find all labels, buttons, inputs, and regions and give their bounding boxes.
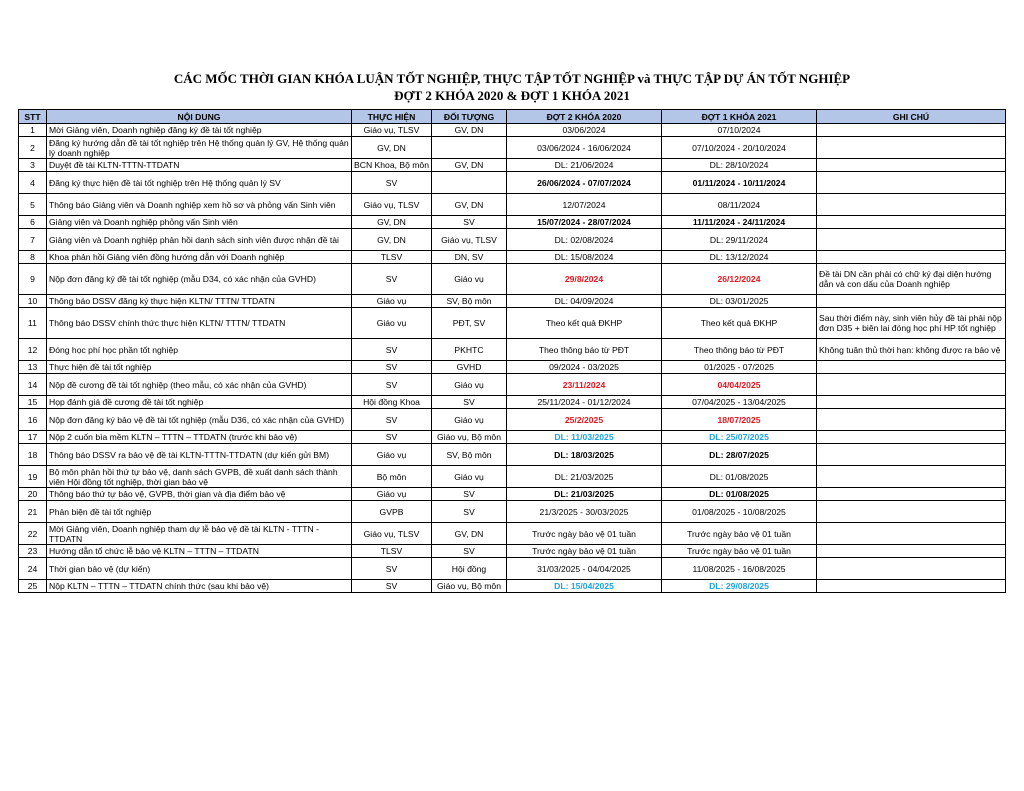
row-date-2021: DL: 25/07/2025 xyxy=(662,431,817,444)
row-target: GV, DN xyxy=(432,124,507,137)
row-date-2021: 08/11/2024 xyxy=(662,194,817,216)
row-executor: SV xyxy=(352,409,432,431)
row-date-2020: 21/3/2025 - 30/03/2025 xyxy=(507,501,662,523)
document-title xyxy=(0,70,1024,104)
row-note xyxy=(817,409,1006,431)
row-date-2021: 26/12/2024 xyxy=(662,264,817,295)
row-executor: GV, DN xyxy=(352,137,432,159)
row-executor: Giáo vụ xyxy=(352,308,432,339)
row-date-2021: Trước ngày bảo vệ 01 tuần xyxy=(662,545,817,558)
table-row xyxy=(19,172,1006,194)
row-executor: SV xyxy=(352,580,432,593)
row-content: Thông báo thứ tự bảo vệ, GVPB, thời gian và địa điểm bảo vệ xyxy=(47,488,352,501)
row-content: Nộp đơn đăng ký bảo vệ đề tài tốt nghiệp (mẫu D36, có xác nhận của GVHD) xyxy=(47,409,352,431)
row-target: SV xyxy=(432,501,507,523)
row-content: Phản biện đề tài tốt nghiệp xyxy=(47,501,352,523)
row-date-2021: DL: 28/10/2024 xyxy=(662,159,817,172)
row-target: GV, DN xyxy=(432,523,507,545)
header-target: ĐỐI TƯỢNG xyxy=(432,110,507,124)
row-note xyxy=(817,545,1006,558)
row-content: Thực hiện đề tài tốt nghiệp xyxy=(47,361,352,374)
row-note xyxy=(817,431,1006,444)
table-row xyxy=(19,488,1006,501)
row-executor: BCN Khoa, Bộ môn xyxy=(352,159,432,172)
row-target: GV, DN xyxy=(432,194,507,216)
table-row xyxy=(19,545,1006,558)
row-content: Nộp đề cương đề tài tốt nghiệp (theo mẫu, có xác nhận của GVHD) xyxy=(47,374,352,396)
row-target: Hội đồng xyxy=(432,558,507,580)
row-executor: SV xyxy=(352,339,432,361)
row-target: SV xyxy=(432,488,507,501)
row-number: 12 xyxy=(19,339,47,361)
row-executor: TLSV xyxy=(352,545,432,558)
row-date-2020: 12/07/2024 xyxy=(507,194,662,216)
row-executor: Giáo vụ, TLSV xyxy=(352,124,432,137)
row-content: Đăng ký thực hiện đề tài tốt nghiệp trên Hệ thống quản lý SV xyxy=(47,172,352,194)
row-note xyxy=(817,229,1006,251)
row-content: Đóng học phí học phần tốt nghiệp xyxy=(47,339,352,361)
row-note xyxy=(817,501,1006,523)
row-date-2020: 29/8/2024 xyxy=(507,264,662,295)
table-row xyxy=(19,251,1006,264)
row-executor: SV xyxy=(352,558,432,580)
row-note xyxy=(817,194,1006,216)
row-note: Đề tài DN cần phải có chữ ký đại diện hướng dẫn và con dấu của Doanh nghiệp xyxy=(817,264,1006,295)
row-content: Nộp đơn đăng ký đề tài tốt nghiệp (mẫu D34, có xác nhận của GVHD) xyxy=(47,264,352,295)
table-row xyxy=(19,295,1006,308)
row-date-2021: Theo thông báo từ PĐT xyxy=(662,339,817,361)
row-executor: Giáo vụ, TLSV xyxy=(352,523,432,545)
row-number: 16 xyxy=(19,409,47,431)
row-date-2021: Theo kết quả ĐKHP xyxy=(662,308,817,339)
table-row xyxy=(19,124,1006,137)
row-content: Giảng viên và Doanh nghiệp phản hồi danh sách sinh viên được nhận đề tài xyxy=(47,229,352,251)
table-row xyxy=(19,374,1006,396)
row-executor: Giáo vụ, TLSV xyxy=(352,194,432,216)
table-row xyxy=(19,466,1006,488)
row-content: Nộp KLTN – TTTN – TTDATN chính thức (sau khi bảo vệ) xyxy=(47,580,352,593)
row-target xyxy=(432,172,507,194)
row-content: Đăng ký hướng dẫn đề tài tốt nghiệp trên Hệ thống quản lý GV, Hệ thống quản lý doanh nghiệp xyxy=(47,137,352,159)
row-content: Duyệt đề tài KLTN-TTTN-TTDATN xyxy=(47,159,352,172)
row-number: 21 xyxy=(19,501,47,523)
row-executor: Giáo vụ xyxy=(352,444,432,466)
row-number: 2 xyxy=(19,137,47,159)
table-row xyxy=(19,229,1006,251)
row-executor: GV, DN xyxy=(352,216,432,229)
row-number: 13 xyxy=(19,361,47,374)
row-target: GVHD xyxy=(432,361,507,374)
row-target: SV xyxy=(432,216,507,229)
table-row xyxy=(19,396,1006,409)
row-date-2021: DL: 13/12/2024 xyxy=(662,251,817,264)
row-content: Nộp 2 cuốn bìa mềm KLTN – TTTN – TTDATN (trước khi bảo vệ) xyxy=(47,431,352,444)
row-note: Không tuân thủ thời hạn: không được ra bảo vệ xyxy=(817,339,1006,361)
header-batch-2021: ĐỢT 1 KHÓA 2021 xyxy=(662,110,817,124)
row-note xyxy=(817,488,1006,501)
row-target: DN, SV xyxy=(432,251,507,264)
row-content: Thông báo DSSV ra bảo vệ đề tài KLTN-TTTN-TTDATN (dự kiến gửi BM) xyxy=(47,444,352,466)
row-number: 7 xyxy=(19,229,47,251)
table-row xyxy=(19,159,1006,172)
table-row xyxy=(19,580,1006,593)
table-row xyxy=(19,501,1006,523)
table-row xyxy=(19,308,1006,339)
row-content: Họp đánh giá đề cương đề tài tốt nghiệp xyxy=(47,396,352,409)
row-target xyxy=(432,137,507,159)
row-content: Bộ môn phản hồi thứ tự bảo vệ, danh sách GVPB, đề xuất danh sách thành viên Hội đồng tốt nghiệp, thời gian bảo vệ xyxy=(47,466,352,488)
title-line-2: ĐỢT 2 KHÓA 2020 & ĐỢT 1 KHÓA 2021 xyxy=(394,88,630,103)
row-number: 19 xyxy=(19,466,47,488)
row-executor: Hội đồng Khoa xyxy=(352,396,432,409)
table-row xyxy=(19,558,1006,580)
row-date-2020: 25/11/2024 - 01/12/2024 xyxy=(507,396,662,409)
row-content: Mời Giảng viên, Doanh nghiệp tham dự lễ bảo vệ đề tài KLTN - TTTN - TTDATN xyxy=(47,523,352,545)
table-row xyxy=(19,523,1006,545)
header-notes: GHI CHÚ xyxy=(817,110,1006,124)
row-note xyxy=(817,580,1006,593)
row-date-2020: Theo thông báo từ PĐT xyxy=(507,339,662,361)
table-header-row xyxy=(19,110,1006,124)
row-note xyxy=(817,466,1006,488)
row-note xyxy=(817,137,1006,159)
row-note xyxy=(817,159,1006,172)
row-date-2021: DL: 03/01/2025 xyxy=(662,295,817,308)
row-executor: Bộ môn xyxy=(352,466,432,488)
header-content: NỘI DUNG xyxy=(47,110,352,124)
row-number: 20 xyxy=(19,488,47,501)
row-date-2020: DL: 18/03/2025 xyxy=(507,444,662,466)
table-row xyxy=(19,339,1006,361)
row-executor: GV, DN xyxy=(352,229,432,251)
row-note xyxy=(817,172,1006,194)
table-row xyxy=(19,137,1006,159)
row-content: Khoa phản hồi Giảng viên đồng hướng dẫn với Doanh nghiệp xyxy=(47,251,352,264)
row-executor: SV xyxy=(352,374,432,396)
row-note xyxy=(817,216,1006,229)
row-date-2021: 07/10/2024 xyxy=(662,124,817,137)
table-row xyxy=(19,409,1006,431)
row-date-2021: 04/04/2025 xyxy=(662,374,817,396)
row-date-2020: DL: 04/09/2024 xyxy=(507,295,662,308)
row-date-2021: 07/04/2025 - 13/04/2025 xyxy=(662,396,817,409)
row-target: Giáo vụ xyxy=(432,264,507,295)
row-content: Giảng viên và Doanh nghiệp phỏng vấn Sinh viên xyxy=(47,216,352,229)
row-number: 9 xyxy=(19,264,47,295)
row-date-2020: DL: 11/03/2025 xyxy=(507,431,662,444)
row-target: Giáo vụ, TLSV xyxy=(432,229,507,251)
row-content: Hướng dẫn tổ chức lễ bảo vệ KLTN – TTTN – TTDATN xyxy=(47,545,352,558)
table-row xyxy=(19,431,1006,444)
row-number: 10 xyxy=(19,295,47,308)
table-row xyxy=(19,361,1006,374)
row-executor: Giáo vụ xyxy=(352,488,432,501)
row-target: Giáo vụ xyxy=(432,374,507,396)
row-date-2021: DL: 29/11/2024 xyxy=(662,229,817,251)
title-line-1: CÁC MỐC THỜI GIAN KHÓA LUẬN TỐT NGHIỆP, THỰC TẬP TỐT NGHIỆP và THỰC TẬP DỰ ÁN TỐT NGHIỆP xyxy=(173,71,851,86)
row-number: 18 xyxy=(19,444,47,466)
row-number: 15 xyxy=(19,396,47,409)
row-date-2020: 03/06/2024 - 16/06/2024 xyxy=(507,137,662,159)
row-note xyxy=(817,558,1006,580)
row-target: GV, DN xyxy=(432,159,507,172)
row-date-2021: 11/11/2024 - 24/11/2024 xyxy=(662,216,817,229)
row-date-2021: Trước ngày bảo vệ 01 tuần xyxy=(662,523,817,545)
row-date-2020: Trước ngày bảo vệ 01 tuần xyxy=(507,545,662,558)
row-content: Thời gian bảo vệ (dự kiến) xyxy=(47,558,352,580)
table-row xyxy=(19,444,1006,466)
schedule-table xyxy=(18,109,1006,593)
row-number: 11 xyxy=(19,308,47,339)
row-date-2020: 15/07/2024 - 28/07/2024 xyxy=(507,216,662,229)
row-note xyxy=(817,374,1006,396)
row-number: 24 xyxy=(19,558,47,580)
row-date-2020: 25/2/2025 xyxy=(507,409,662,431)
row-date-2020: DL: 21/03/2025 xyxy=(507,466,662,488)
row-number: 8 xyxy=(19,251,47,264)
row-target: SV xyxy=(432,396,507,409)
row-target: Giáo vụ xyxy=(432,409,507,431)
row-content: Mời Giảng viên, Doanh nghiệp đăng ký đề tài tốt nghiệp xyxy=(47,124,352,137)
row-date-2021: 01/11/2024 - 10/11/2024 xyxy=(662,172,817,194)
row-date-2021: 07/10/2024 - 20/10/2024 xyxy=(662,137,817,159)
row-target: SV xyxy=(432,545,507,558)
header-executor: THỰC HIỆN xyxy=(352,110,432,124)
row-date-2020: DL: 15/08/2024 xyxy=(507,251,662,264)
row-note xyxy=(817,396,1006,409)
row-date-2020: DL: 15/04/2025 xyxy=(507,580,662,593)
row-note xyxy=(817,295,1006,308)
row-content: Thông báo Giảng viên và Doanh nghiệp xem hồ sơ và phỏng vấn Sinh viên xyxy=(47,194,352,216)
row-date-2021: DL: 28/07/2025 xyxy=(662,444,817,466)
row-number: 14 xyxy=(19,374,47,396)
row-number: 4 xyxy=(19,172,47,194)
row-date-2020: DL: 02/08/2024 xyxy=(507,229,662,251)
header-stt: STT xyxy=(19,110,47,124)
table-row xyxy=(19,194,1006,216)
row-target: PĐT, SV xyxy=(432,308,507,339)
row-number: 3 xyxy=(19,159,47,172)
row-number: 17 xyxy=(19,431,47,444)
row-number: 1 xyxy=(19,124,47,137)
row-note xyxy=(817,361,1006,374)
row-note xyxy=(817,251,1006,264)
row-date-2021: 01/2025 - 07/2025 xyxy=(662,361,817,374)
row-content: Thông báo DSSV đăng ký thực hiện KLTN/ TTTN/ TTDATN xyxy=(47,295,352,308)
row-date-2021: DL: 29/08/2025 xyxy=(662,580,817,593)
row-executor: TLSV xyxy=(352,251,432,264)
row-target: SV, Bộ môn xyxy=(432,295,507,308)
row-date-2021: 18/07/2025 xyxy=(662,409,817,431)
row-note xyxy=(817,444,1006,466)
row-executor: SV xyxy=(352,361,432,374)
row-target: PKHTC xyxy=(432,339,507,361)
row-date-2020: 03/06/2024 xyxy=(507,124,662,137)
row-note xyxy=(817,523,1006,545)
row-date-2020: Theo kết quả ĐKHP xyxy=(507,308,662,339)
table-body xyxy=(19,124,1006,593)
row-date-2021: DL: 01/08/2025 xyxy=(662,466,817,488)
row-date-2021: 11/08/2025 - 16/08/2025 xyxy=(662,558,817,580)
row-date-2020: 26/06/2024 - 07/07/2024 xyxy=(507,172,662,194)
row-date-2020: Trước ngày bảo vệ 01 tuần xyxy=(507,523,662,545)
row-executor: SV xyxy=(352,431,432,444)
row-executor: Giáo vụ xyxy=(352,295,432,308)
row-note xyxy=(817,124,1006,137)
row-number: 22 xyxy=(19,523,47,545)
row-number: 5 xyxy=(19,194,47,216)
row-date-2020: DL: 21/06/2024 xyxy=(507,159,662,172)
row-content: Thông báo DSSV chính thức thực hiện KLTN/ TTTN/ TTDATN xyxy=(47,308,352,339)
row-target: SV, Bộ môn xyxy=(432,444,507,466)
row-executor: SV xyxy=(352,264,432,295)
row-number: 25 xyxy=(19,580,47,593)
row-target: Giáo vụ xyxy=(432,466,507,488)
row-executor: GVPB xyxy=(352,501,432,523)
row-date-2021: 01/08/2025 - 10/08/2025 xyxy=(662,501,817,523)
row-number: 23 xyxy=(19,545,47,558)
row-date-2020: 23/11/2024 xyxy=(507,374,662,396)
table-row xyxy=(19,216,1006,229)
row-note: Sau thời điểm này, sinh viên hủy đề tài phải nộp đơn D35 + biên lai đóng học phí HP tốt nghiệp xyxy=(817,308,1006,339)
row-target: Giáo vụ, Bộ môn xyxy=(432,431,507,444)
row-target: Giáo vụ, Bộ môn xyxy=(432,580,507,593)
row-date-2021: DL: 01/08/2025 xyxy=(662,488,817,501)
row-date-2020: DL: 21/03/2025 xyxy=(507,488,662,501)
header-batch-2020: ĐỢT 2 KHÓA 2020 xyxy=(507,110,662,124)
row-number: 6 xyxy=(19,216,47,229)
row-date-2020: 09/2024 - 03/2025 xyxy=(507,361,662,374)
row-executor: SV xyxy=(352,172,432,194)
table-row xyxy=(19,264,1006,295)
row-date-2020: 31/03/2025 - 04/04/2025 xyxy=(507,558,662,580)
